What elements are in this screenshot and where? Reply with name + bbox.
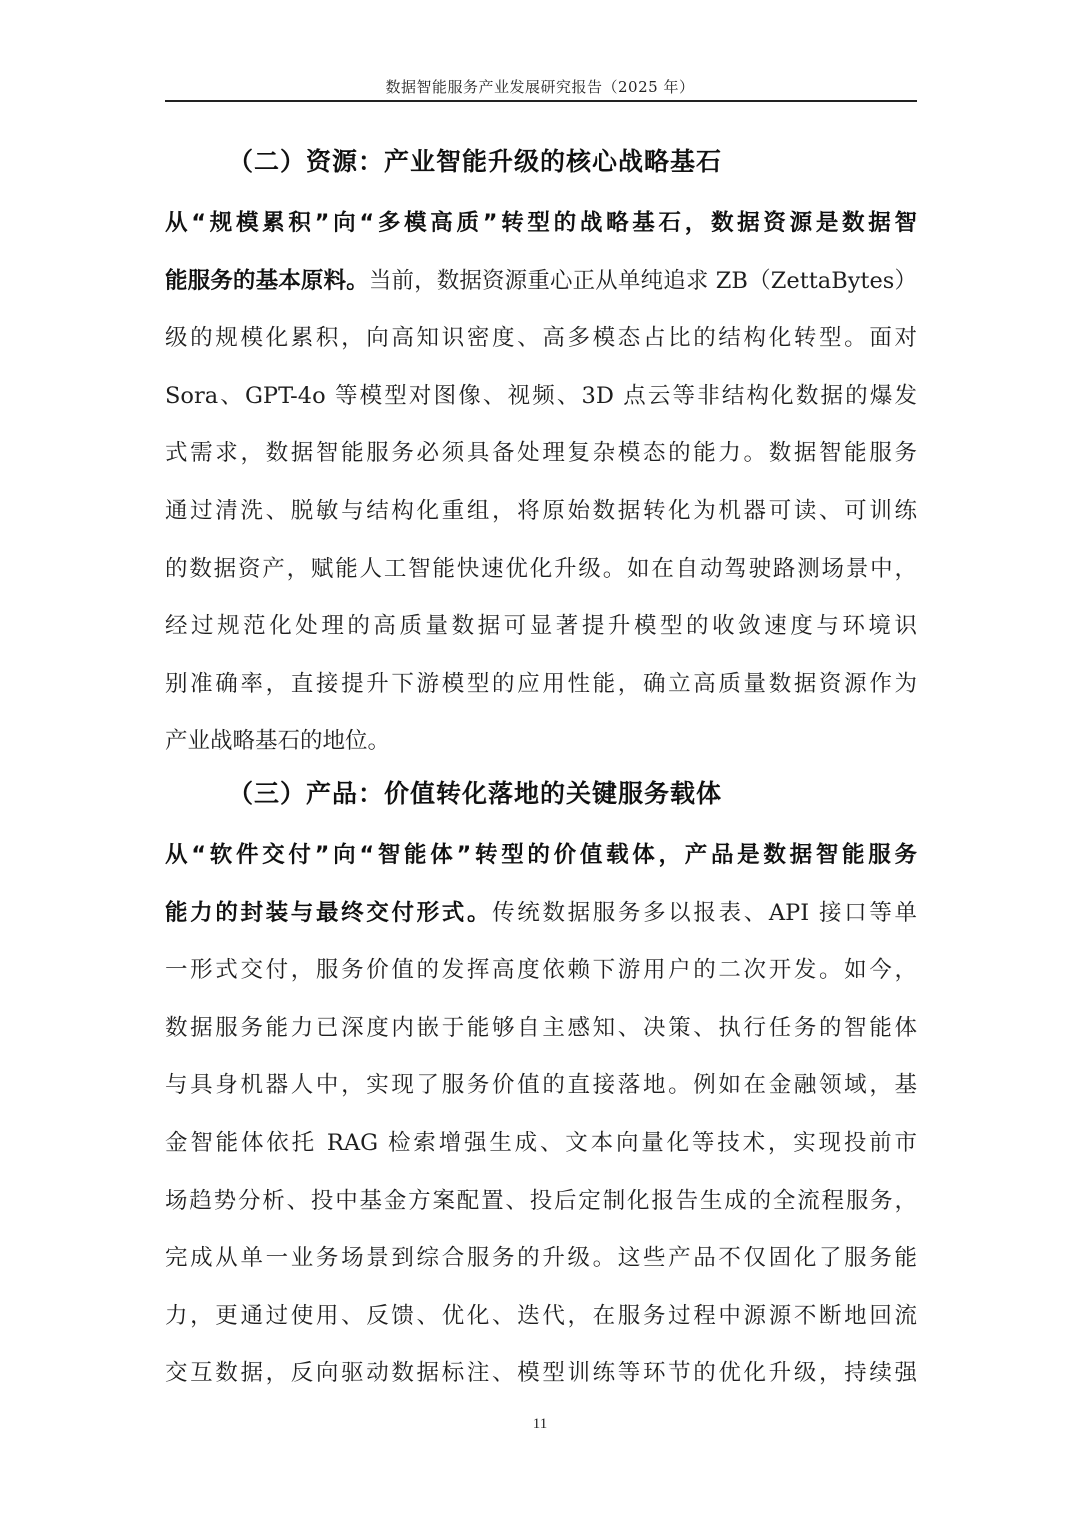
text-line: 场趋势分析、投中基金方案配置、投后定制化报告生成的全流程服务， (165, 1187, 917, 1214)
section-heading-resources: （二）资源：产业智能升级的核心战略基石 (228, 147, 723, 176)
paragraph-lead: 能服务的基本原料。 (165, 267, 369, 294)
text-line: 级的规模化累积，向高知识密度、高多模态占比的结构化转型。面对 (165, 325, 917, 352)
text-line (165, 261, 917, 319)
text-line: 别准确率，直接提升下游模型的应用性能，确立高质量数据资源作为 (165, 670, 917, 697)
page-number: 11 (532, 1416, 548, 1432)
text-line: 与具身机器人中，实现了服务价值的直接落地。例如在金融领域，基 (165, 1072, 917, 1099)
text-line: 通过清洗、脱敏与结构化重组，将原始数据转化为机器可读、可训练 (165, 497, 917, 524)
paragraph-lead: 从“规模累积”向“多模高质”转型的战略基石，数据资源是数据智 (165, 210, 917, 236)
paragraph-lead: 能力的封装与最终交付形式。 (165, 899, 493, 926)
text-line: Sora、GPT-4o 等模型对图像、视频、3D 点云等非结构化数据的爆发 (165, 382, 917, 409)
text-line: 交互数据，反向驱动数据标注、模型训练等环节的优化升级，持续强 (165, 1360, 917, 1387)
text-line: 金智能体依托 RAG 检索增强生成、文本向量化等技术，实现投前市 (165, 1129, 917, 1156)
paragraph-resources (165, 203, 917, 779)
paragraph-products (165, 835, 917, 1411)
running-header: 数据智能服务产业发展研究报告（2025 年） (385, 78, 695, 96)
paragraph-lead: 从“软件交付”向“智能体”转型的价值载体，产品是数据智能服务 (165, 842, 917, 868)
text-line: 一形式交付，服务价值的发挥高度依赖下游用户的二次开发。如今， (165, 957, 917, 984)
text-line: 的数据资产，赋能人工智能快速优化升级。如在自动驾驶路测场景中， (165, 555, 917, 582)
section-heading-products: （三）产品：价值转化落地的关键服务载体 (228, 779, 723, 808)
text-line: 数据服务能力已深度内嵌于能够自主感知、决策、执行任务的智能体 (165, 1014, 917, 1041)
text-line (165, 203, 917, 261)
paragraph-text: 当前，数据资源重心正从单纯追求 ZB（ZettaBytes） (368, 267, 917, 294)
text-line (165, 893, 917, 951)
text-line (165, 835, 917, 893)
paragraph-text: 传统数据服务多以报表、API 接口等单 (492, 899, 917, 926)
text-line: 式需求，数据智能服务必须具备处理复杂模态的能力。数据智能服务 (165, 440, 917, 467)
text-line: 经过规范化处理的高质量数据可显著提升模型的收敛速度与环境识 (165, 613, 917, 640)
text-line: 力，更通过使用、反馈、优化、迭代，在服务过程中源源不断地回流 (165, 1302, 917, 1329)
text-line: 产业战略基石的地位。 (165, 728, 391, 755)
text-line: 完成从单一业务场景到综合服务的升级。这些产品不仅固化了服务能 (165, 1245, 917, 1272)
header-rule (165, 100, 917, 102)
